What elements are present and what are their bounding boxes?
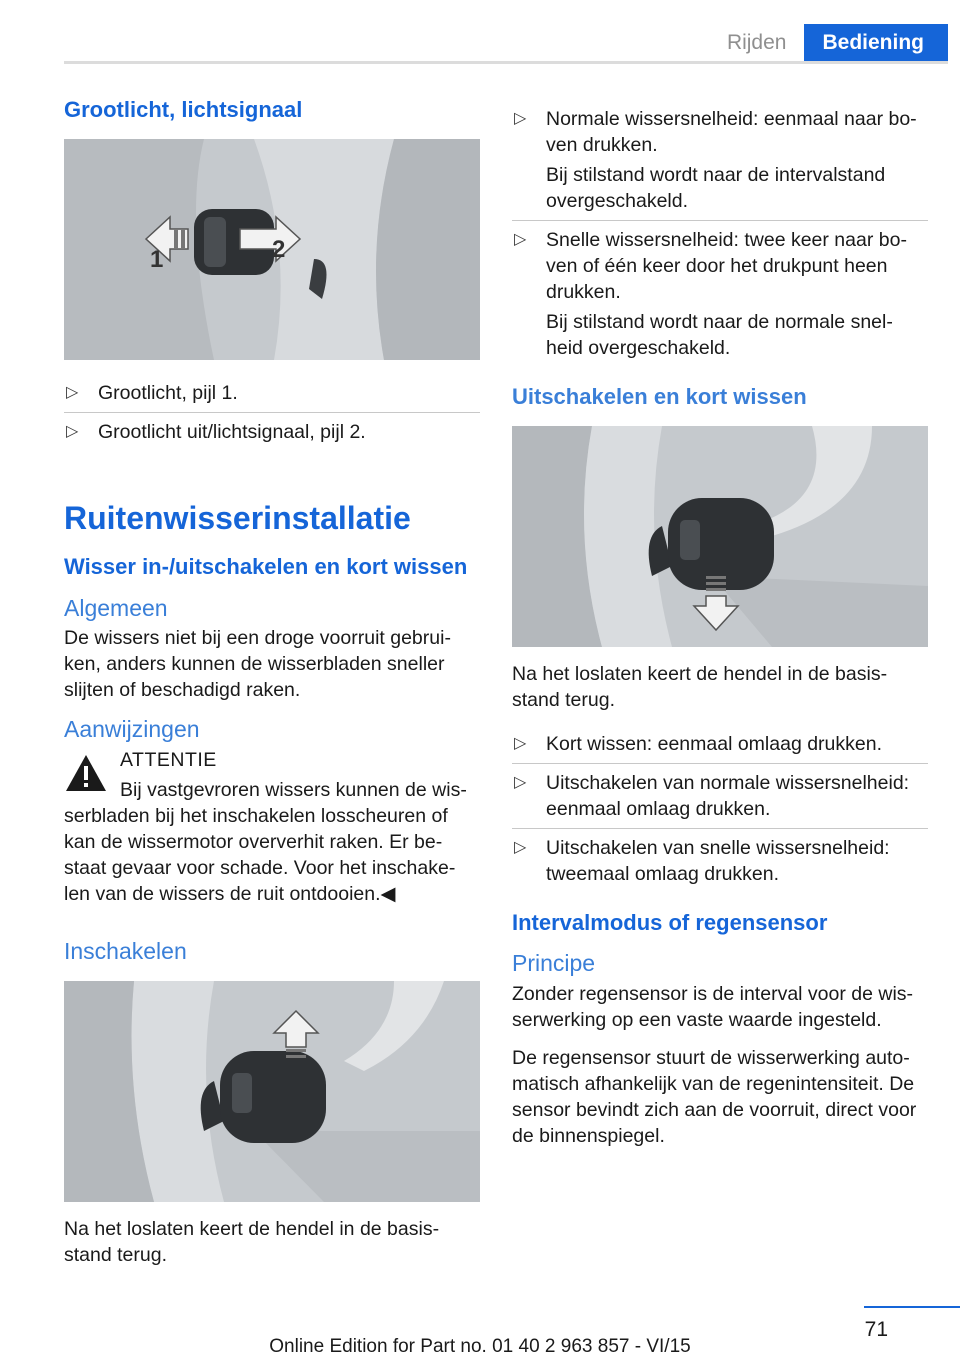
heading-switch-on: Inschakelen bbox=[64, 938, 187, 965]
page-title: Ruitenwisserinstallatie bbox=[64, 499, 411, 536]
tab-rijden[interactable]: Rijden bbox=[709, 24, 805, 61]
release-text-right: Na het loslaten keert de hendel in de basis‐stand terug. bbox=[512, 662, 888, 711]
footer-rule bbox=[864, 1306, 960, 1308]
general-text: De wissers niet bij een droge voorruit gebrui‐ken, anders kunnen de wisserbladen sneller slijten of beschadigd raken. bbox=[64, 627, 451, 702]
heading-general: Algemeen bbox=[64, 594, 168, 621]
figure-wiper-up bbox=[64, 981, 480, 1202]
warning-heading: ATTENTIE bbox=[120, 749, 217, 772]
tab-bediening[interactable]: Bediening bbox=[804, 24, 948, 61]
list-item: ▷ Grootlicht uit/lichtsignaal, pijl 2. bbox=[64, 412, 480, 451]
triangle-bullet-icon: ▷ bbox=[514, 231, 527, 248]
triangle-bullet-icon: ▷ bbox=[514, 110, 527, 127]
page-number: 71 bbox=[864, 1318, 888, 1341]
heading-highbeam: Grootlicht, lichtsignaal bbox=[64, 97, 303, 122]
triangle-bullet-icon: ▷ bbox=[514, 838, 527, 856]
heading-notes: Aanwijzingen bbox=[64, 716, 200, 743]
list-item: ▷ Snelle wissersnelheid: twee keer naar bo‐ven of één keer door het drukpunt heen drukken. Bij stilstand wordt naar de normale snel‐heid overgeschakeld. bbox=[512, 220, 928, 367]
heading-principle: Principe bbox=[512, 950, 596, 977]
left-column bbox=[64, 96, 480, 1280]
principle-text-2: De regensensor stuurt de wisserwerking auto‐matisch afhankelijk van de regenintensiteit. De sensor bevindt zich aan de voorruit, direct voor de binnenspiegel. bbox=[512, 1047, 917, 1148]
principle-text-1: Zonder regensensor is de interval voor de wis‐serwerking op een vaste waarde ingesteld. bbox=[512, 983, 914, 1032]
header-rule bbox=[64, 61, 948, 64]
warning-text: Bij vastgevroren wissers kunnen de wis‐serbladen bij het inschakelen losscheuren of kan de wissermotor oververhit raken. Er be‐staat gevaar voor schade. Voor het inschake‐len van de wissers de ruit ontdooien.◀ bbox=[64, 779, 467, 906]
triangle-bullet-icon: ▷ bbox=[514, 773, 527, 791]
figure-wiper-down bbox=[512, 426, 928, 647]
highbeam-list bbox=[64, 374, 480, 451]
list-item: ▷ Uitschakelen van snelle wissersnelheid: tweemaal omlaag drukken. bbox=[512, 828, 928, 893]
chapter-tabs bbox=[709, 24, 948, 61]
speed-list bbox=[512, 100, 928, 367]
right-column bbox=[512, 100, 928, 1161]
warning-block bbox=[64, 747, 480, 907]
heading-interval: Intervalmodus of regensensor bbox=[512, 909, 828, 935]
label-arrow-1: 1 bbox=[150, 245, 164, 273]
triangle-bullet-icon: ▷ bbox=[66, 422, 79, 440]
heading-off: Uitschakelen en kort wissen bbox=[512, 384, 807, 409]
heading-wiper-onoff: Wisser in-/uitschakelen en kort wissen bbox=[64, 553, 468, 579]
warning-triangle-icon bbox=[64, 753, 108, 793]
triangle-bullet-icon: ▷ bbox=[66, 383, 79, 401]
footer-edition: Online Edition for Part no. 01 40 2 963 857 - VI/15 bbox=[269, 1336, 691, 1357]
release-text-left: Na het loslaten keert de hendel in de basis‐stand terug. bbox=[64, 1218, 440, 1267]
triangle-bullet-icon: ▷ bbox=[514, 734, 527, 752]
list-item: ▷ Kort wissen: eenmaal omlaag drukken. bbox=[514, 732, 883, 755]
list-item: ▷ Uitschakelen van normale wissersnelheid: eenmaal omlaag drukken. bbox=[512, 763, 928, 828]
label-arrow-2: 2 bbox=[272, 235, 286, 263]
list-item: ▷ Grootlicht, pijl 1. bbox=[66, 381, 238, 404]
list-item: ▷ Normale wissersnelheid: eenmaal naar bo‐ven drukken. Bij stilstand wordt naar de intervalstand overgeschakeld. bbox=[514, 108, 917, 212]
figure-highbeam-lever bbox=[64, 139, 480, 360]
off-list bbox=[512, 725, 928, 893]
